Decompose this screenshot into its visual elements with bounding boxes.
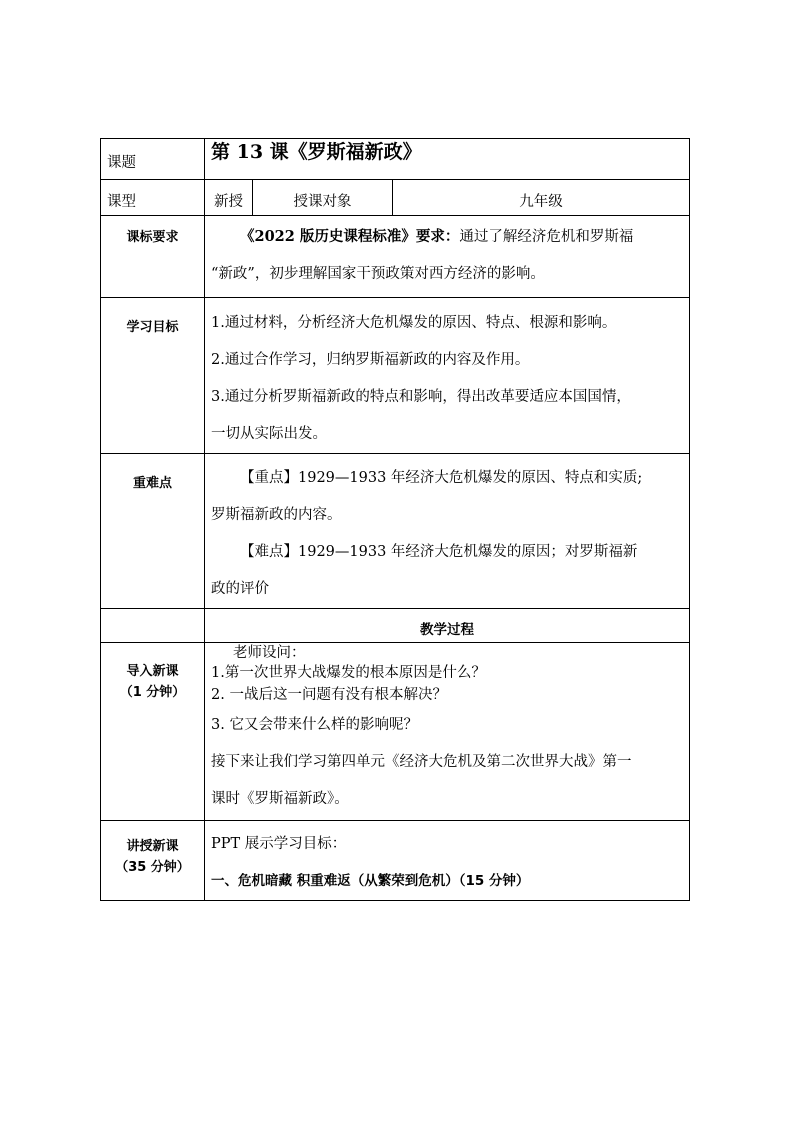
standard-content	[205, 216, 690, 298]
intro-line: 1.第一次世界大战爆发的根本原因是什么？	[211, 665, 486, 681]
row-process-header	[101, 609, 690, 643]
lecture-content	[205, 821, 690, 901]
objectives-label: 学习目标	[101, 298, 205, 454]
row-lecture	[101, 821, 690, 901]
intro-line: 课时《罗斯福新政》。	[211, 791, 349, 807]
key-line-1: 【重点】1929—1933 年经济大危机爆发的原因、特点和实质;	[240, 470, 643, 486]
intro-line: 2. 一战后这一问题有没有根本解决？	[211, 687, 447, 703]
key-line-2: 罗斯福新政的内容。	[211, 507, 342, 523]
row-intro	[101, 643, 690, 821]
lesson-plan-table	[100, 138, 690, 901]
objective-item: 2.通过合作学习，归纳罗斯福新政的内容及作用。	[211, 352, 530, 368]
process-header: 教学过程	[205, 609, 690, 643]
intro-content	[205, 643, 690, 821]
type-label: 课型	[101, 180, 205, 216]
standard-bold: 《2022 版历史课程标准》要求：	[240, 228, 460, 245]
lecture-label-line-2: （35 分钟）	[115, 860, 190, 875]
row-key-points	[101, 454, 690, 609]
row-standard	[101, 216, 690, 298]
intro-line: 老师设问：	[233, 645, 306, 661]
row-type	[101, 180, 690, 216]
row-objectives	[101, 298, 690, 454]
audience-label: 授课对象	[253, 180, 393, 216]
objective-item: 1.通过材料，分析经济大危机爆发的原因、特点、根源和影响。	[211, 315, 617, 331]
process-header-blank	[101, 609, 205, 643]
objective-item: 一切从实际出发。	[211, 426, 327, 442]
intro-line: 接下来让我们学习第四单元《经济大危机及第二次世界大战》第一	[211, 754, 632, 770]
standard-line-1	[211, 218, 683, 256]
standard-text-1: 通过了解经济危机和罗斯福	[459, 229, 634, 245]
intro-label-line-2: （1 分钟）	[119, 685, 186, 700]
standard-line-2: “新政”，初步理解国家干预政策对西方经济的影响。	[211, 266, 545, 282]
difficulty-line-2: 政的评价	[211, 581, 269, 597]
key-points-label: 重难点	[101, 454, 205, 609]
lecture-label	[101, 821, 205, 901]
lesson-title: 第 13 课《罗斯福新政》	[205, 139, 690, 180]
intro-label-line-1: 导入新课	[126, 664, 179, 679]
lecture-line-1: PPT 展示学习目标：	[211, 836, 347, 852]
difficulty-line-1: 【难点】1929—1933 年经济大危机爆发的原因；对罗斯福新	[240, 544, 638, 560]
intro-line: 3. 它又会带来什么样的影响呢？	[211, 717, 418, 733]
objective-item: 3.通过分析罗斯福新政的特点和影响，得出改革要适应本国国情，	[211, 389, 631, 405]
row-title	[101, 139, 690, 180]
standard-label: 课标要求	[101, 216, 205, 298]
type-value: 新授	[205, 180, 253, 216]
audience-value: 九年级	[393, 180, 690, 216]
key-points-content	[205, 454, 690, 609]
intro-label	[101, 643, 205, 821]
lecture-line-2: 一、危机暗藏 积重难返（从繁荣到危机）（15 分钟）	[211, 873, 530, 889]
objectives-content	[205, 298, 690, 454]
lecture-label-line-1: 讲授新课	[126, 839, 179, 854]
title-label: 课题	[101, 139, 205, 180]
